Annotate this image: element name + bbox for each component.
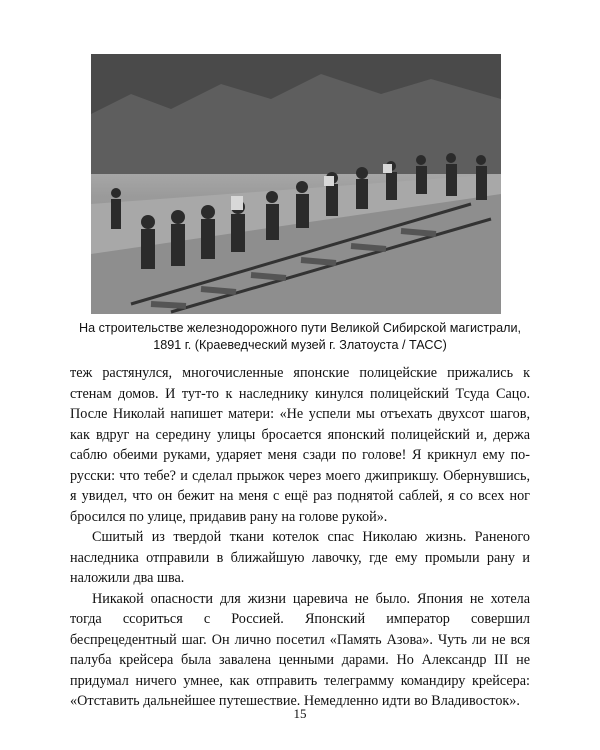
figure-caption: [60, 320, 540, 354]
body-text: [70, 363, 530, 712]
photo-illustration: [91, 54, 501, 314]
paragraph: Никакой опасности для жизни царевича не было. Япония не хотела тогда ссориться с Россией. Японский император совершил беспрецедентный шаг. Он лично посетил «Память Азова». Чуть ли не вся палуба крейсера была завалена ценными дарами. Но Александр III не придумал ничего умнее, как отправить телеграмму командиру крейсера: «Отставить дальнейшее путешествие. Немедленно идти во Владивосток».: [70, 590, 530, 709]
paragraph: теж растянулся, многочисленные японские полицейские прижались к стенам домов. И тут-то к наследнику кинулся полицейский Тсуда Сацо. После Николай напишет матери: «Не успели мы отъехать двухсот шагов, как вдруг на середину улицы бросается японский полицейский и, держа саблю обеими руками, ударяет меня сзади по голове! Я крикнул ему по-русски: что тебе? и сделал прыжок через моего джиприкшу. Обернувшись, я увидел, что он бежит на меня с ещё раз поднятой саблей, я со всех ног бросился по улице, придавив рану на голове рукой».: [70, 365, 530, 525]
caption-line-2: 1891 г. (Краеведческий музей г. Златоуста / ТАСС): [153, 338, 447, 352]
railway-construction-photo: [91, 54, 501, 314]
paragraph: Сшитый из твердой ткани котелок спас Николаю жизнь. Раненого наследника отправили в ближайшую лавочку, где ему промыли рану и наложили два шва.: [70, 529, 530, 586]
caption-line-1: На строительстве железнодорожного пути Великой Сибирской магистрали,: [79, 321, 521, 335]
page-number: 15: [293, 706, 307, 721]
